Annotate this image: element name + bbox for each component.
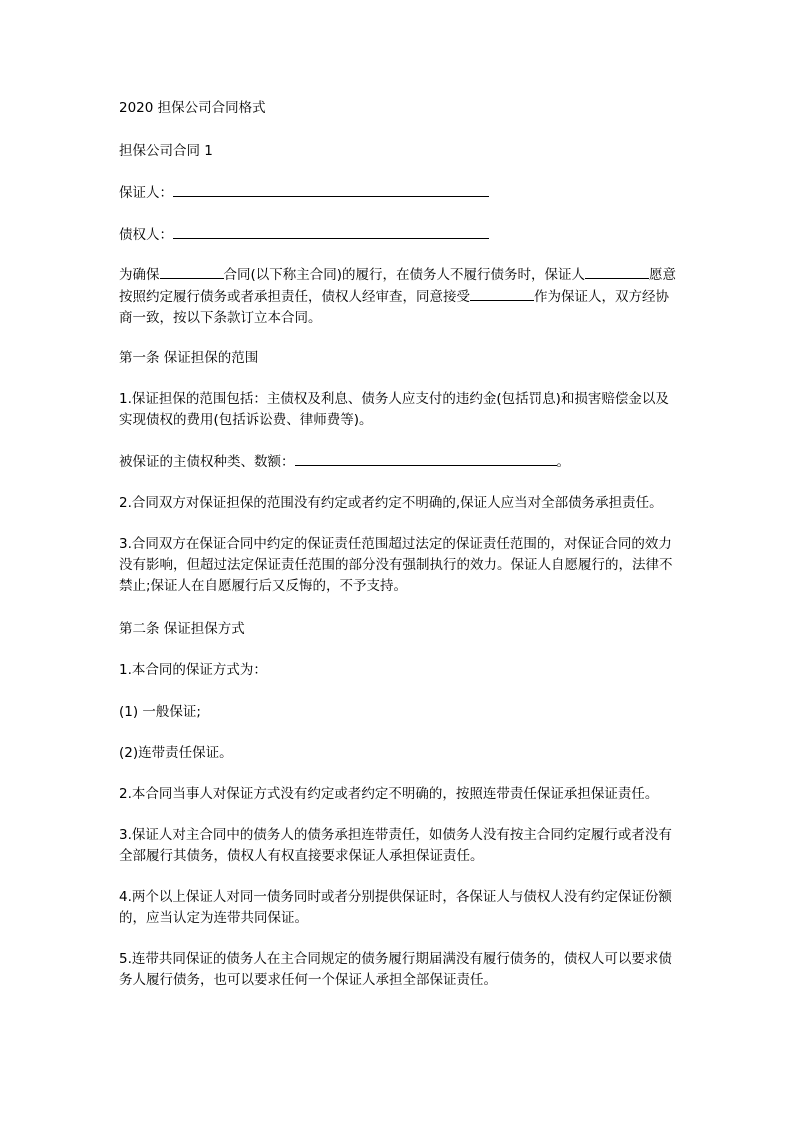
intro-text-2: 合同(以下称主合同)的履行，在债务人不履行债务时，保证人 bbox=[223, 267, 586, 283]
document-title: 2020 担保公司合同格式 bbox=[119, 100, 266, 116]
article2-item2: 2.本合同当事人对保证方式没有约定或者约定不明确的，按照连带责任保证承担保证责任。 bbox=[119, 786, 659, 802]
intro-paragraph bbox=[119, 264, 679, 329]
article1-item1: 1.保证担保的范围包括：主债权及利息、债务人应支付的违约金(包括罚息)和损害赔偿金以及实现债权的费用(包括诉讼费、律师费等)。 bbox=[119, 391, 669, 428]
creditor-label: 债权人： bbox=[119, 227, 173, 243]
secured-debt-label: 被保证的主债权种类、数额： bbox=[119, 454, 295, 470]
intro-text-3: 愿意按照约定履行债务或者承担责任，债权人经审查，同意接受 bbox=[119, 267, 677, 305]
article2-item3: 3.保证人对主合同中的债务人的债务承担连带责任，如债务人没有按主合同约定履行或者没有全部履行其债务，债权人有权直接要求保证人承担保证责任。 bbox=[119, 827, 672, 864]
option-joint-liability: (2)连带责任保证。 bbox=[119, 745, 233, 761]
article2-item5: 5.连带共同保证的债务人在主合同规定的债务履行期届满没有履行债务的，债权人可以要求债务人履行债务，也可以要求任何一个保证人承担全部保证责任。 bbox=[119, 951, 672, 988]
secured-debt-end: 。 bbox=[556, 454, 570, 470]
secured-debt-blank[interactable] bbox=[295, 451, 557, 466]
article2-item1: 1.本合同的保证方式为： bbox=[119, 662, 267, 678]
article2-item4: 4.两个以上保证人对同一债务同时或者分别提供保证时，各保证人与债权人没有约定保证份额的，应当认定为连带共同保证。 bbox=[119, 889, 672, 926]
guarantor-blank[interactable] bbox=[173, 182, 489, 197]
option-general-guarantee: (1) 一般保证; bbox=[119, 704, 201, 720]
guarantor-label: 保证人： bbox=[119, 185, 173, 201]
article2-heading: 第二条 保证担保方式 bbox=[119, 621, 245, 637]
guarantor-name-blank[interactable] bbox=[585, 264, 649, 279]
creditor-blank[interactable] bbox=[173, 224, 489, 239]
creditor-line bbox=[119, 224, 679, 246]
article1-heading: 第一条 保证担保的范围 bbox=[119, 350, 259, 366]
secured-debt-line bbox=[119, 451, 679, 473]
intro-text-1: 为确保 bbox=[119, 267, 160, 283]
main-contract-blank[interactable] bbox=[160, 264, 224, 279]
accepted-guarantor-blank[interactable] bbox=[470, 286, 534, 301]
article1-item2: 2.合同双方对保证担保的范围没有约定或者约定不明确的,保证人应当对全部债务承担责任。 bbox=[119, 495, 663, 511]
guarantor-line bbox=[119, 182, 679, 204]
contract-heading: 担保公司合同 1 bbox=[119, 143, 213, 159]
article1-item3: 3.合同双方在保证合同中约定的保证责任范围超过法定的保证责任范围的，对保证合同的效力没有影响，但超过法定保证责任范围的部分没有强制执行的效力。保证人自愿履行的，法律不禁止;保证人在自愿履行后又反悔的，不予支持。 bbox=[119, 536, 673, 594]
intro-text-4: 作为保证人，双方经协商一致，按以下条款订立本合同。 bbox=[119, 289, 669, 326]
